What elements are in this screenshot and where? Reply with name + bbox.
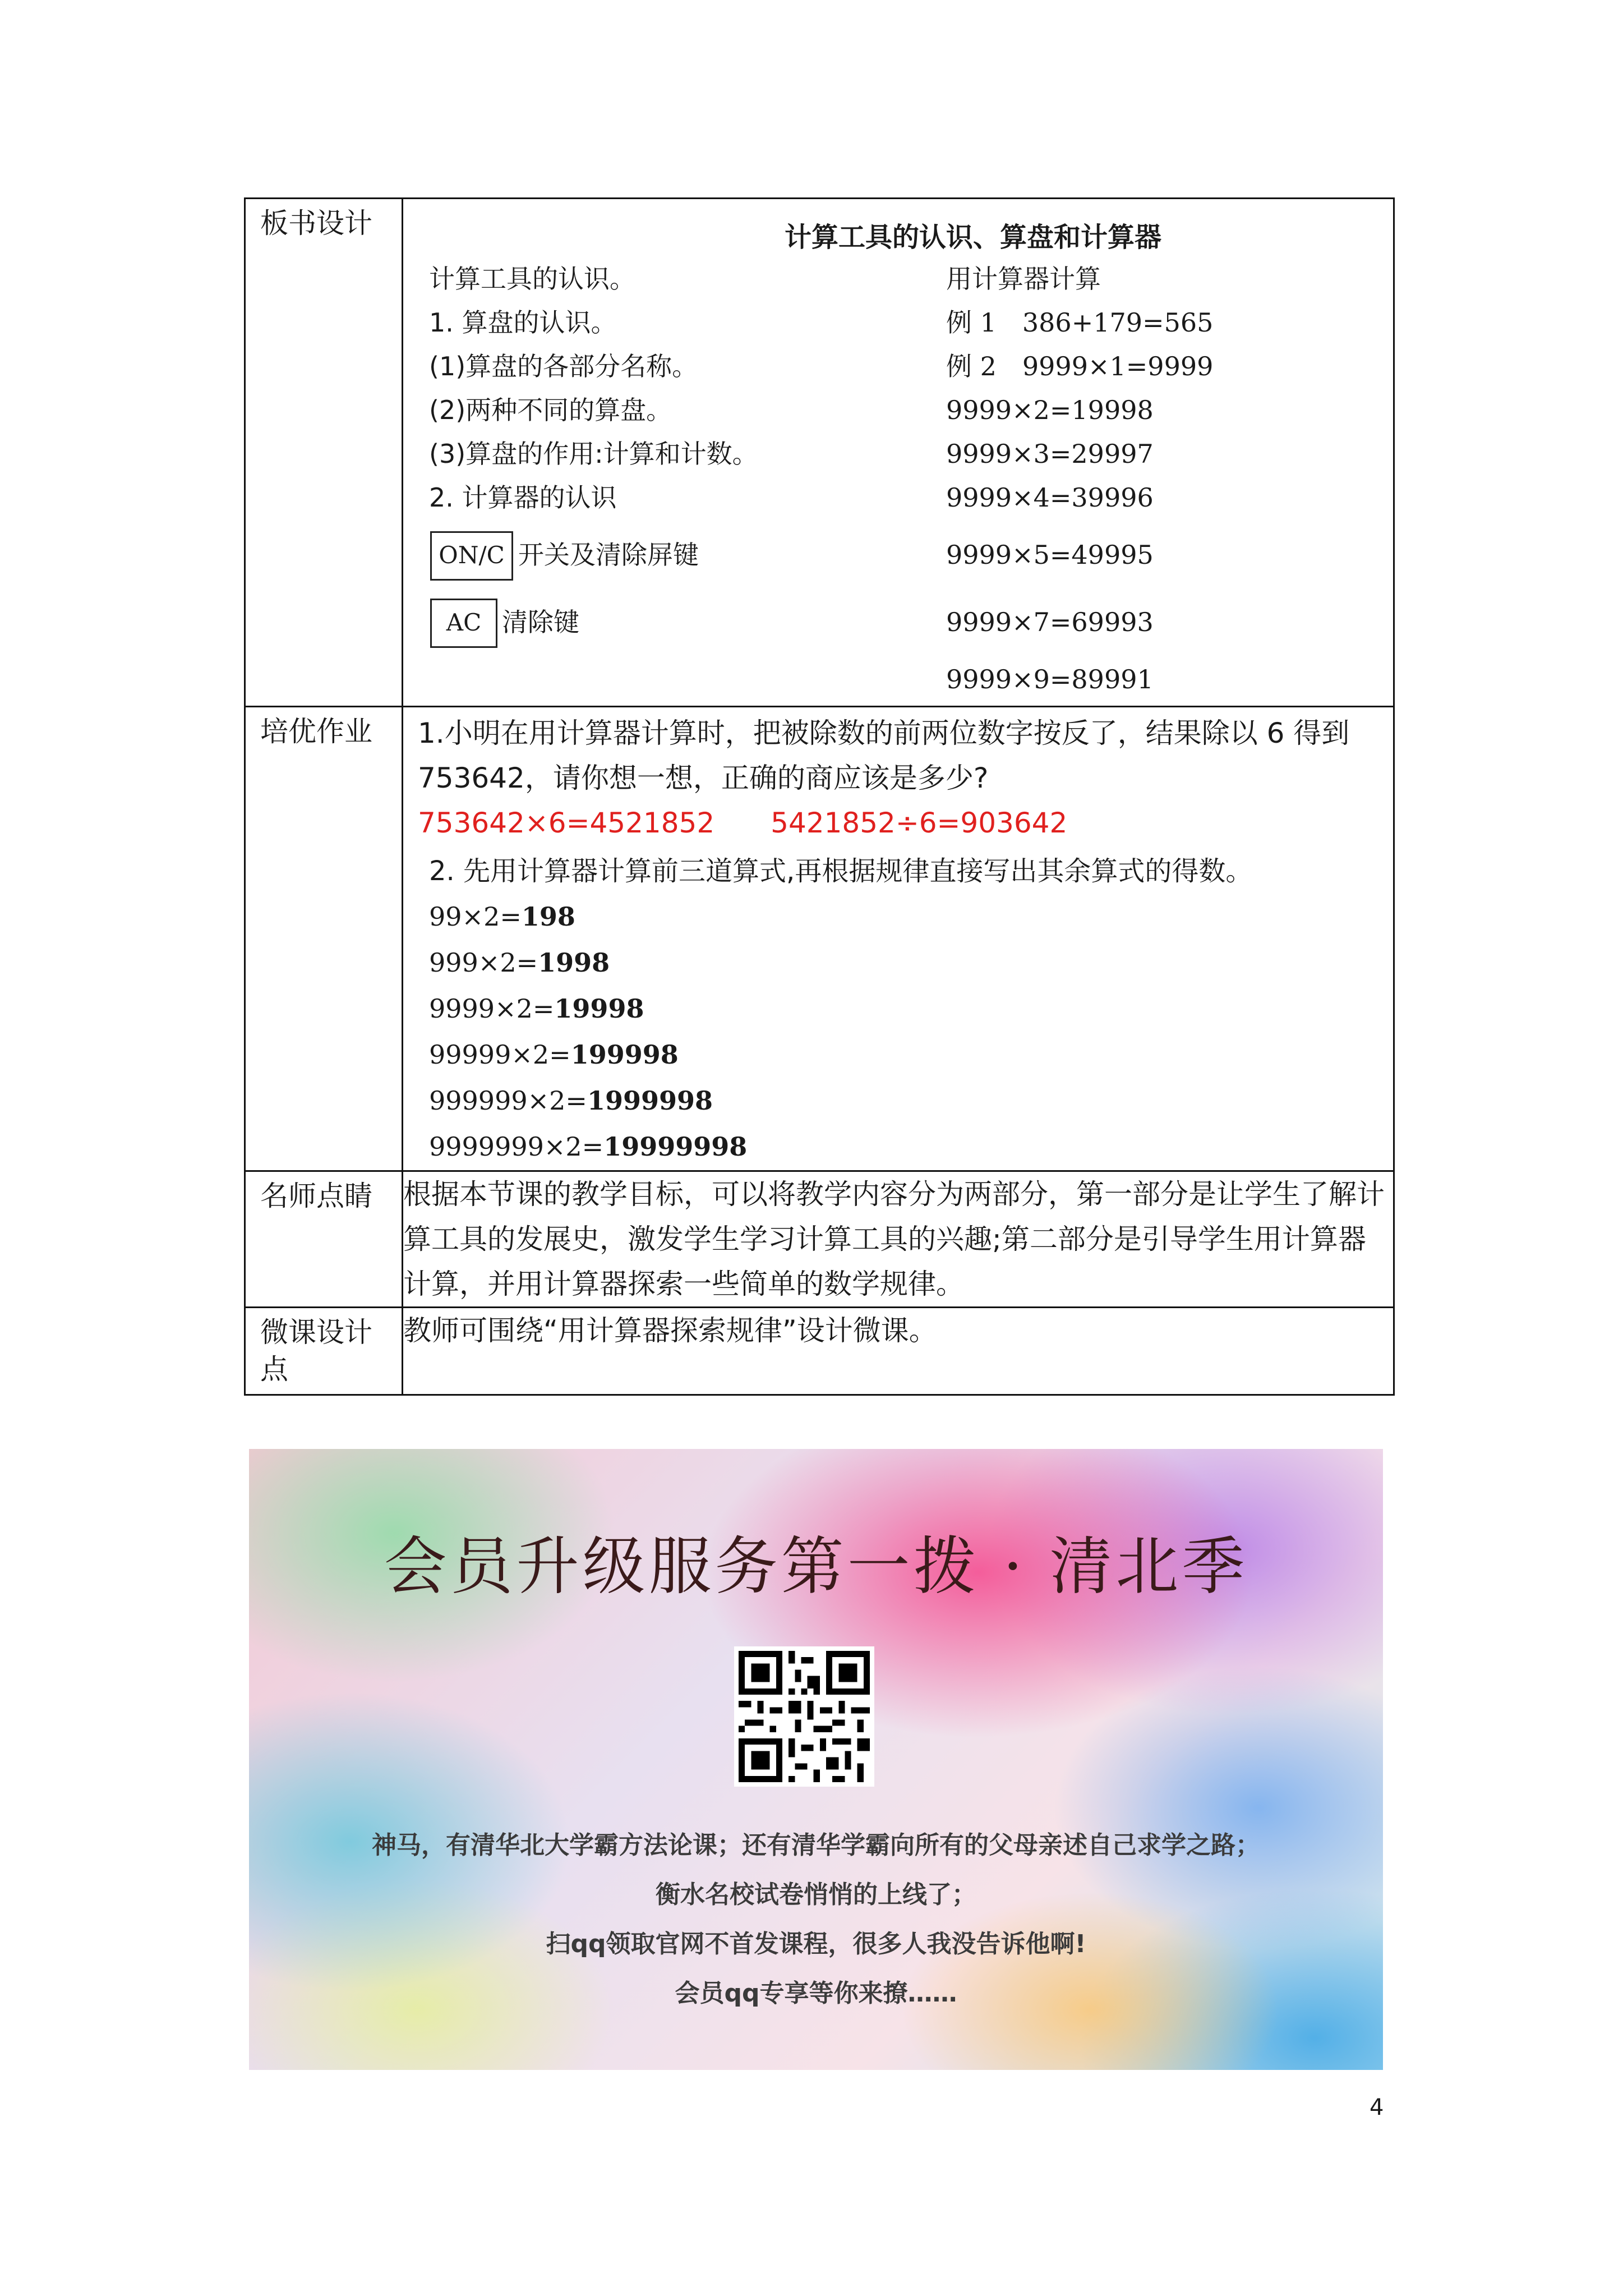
equation-row: 9999×2=19998 [429,993,644,1024]
key-on-c-desc: 开关及清除屏键 [518,540,699,570]
row-label-homework: 培优作业 [245,707,403,1171]
equation-row: 99×2=198 [429,901,575,932]
board-left-line-4: (2)两种不同的算盘。 [429,395,672,425]
page-number: 4 [1370,2095,1384,2120]
equation-row: 99999×2=199998 [429,1039,679,1070]
equation-row: 999999×2=1999998 [429,1085,713,1116]
board-right-line-8: 9999×9=89991 [946,664,1154,694]
banner-line-2: 衡水名校试卷悄悄的上线了； [656,1880,976,1909]
homework-question-2: 2. 先用计算器计算前三道算式,再根据规律直接写出其余算式的得数。 [429,855,1253,887]
row-label-board-design: 板书设计 [245,199,403,707]
equation-row: 9999999×2=19999998 [429,1131,748,1162]
homework-question-1: 1.小明在用计算器计算时，把被除数的前两位数字按反了，结果除以 6 得到 753642，请你想一想，正确的商应该是多少? [418,717,1350,794]
board-design-cell [403,199,1394,707]
board-left-line-5: (3)算盘的作用:计算和计数。 [429,439,758,469]
board-right-line-6: 9999×5=49995 [946,540,1154,570]
board-right-line-3: 9999×2=19998 [946,395,1154,425]
key-ac-desc: 清除键 [502,607,579,637]
board-title: 计算工具的认识、算盘和计算器 [785,222,1162,253]
promo-banner[interactable] [249,1449,1383,2070]
board-right-title: 用计算器计算 [946,264,1101,294]
board-right-line-2: 例 2 9999×1=9999 [946,351,1214,381]
equation-row: 999×2=1998 [429,947,610,978]
board-left-line-3: (1)算盘的各部分名称。 [429,351,698,381]
homework-answer: 753642×6=4521852 5421852÷6=903642 [418,807,1068,839]
banner-title: 会员升级服务第一拨 · 清北季 [384,1530,1248,1603]
key-on-c: ON/C [430,531,513,581]
teacher-tips-text: 根据本节课的教学目标，可以将教学内容分为两部分，第一部分是让学生了解计算工具的发展史，激发学生学习计算工具的兴趣;第二部分是引导学生用计算器计算，并用计算器探索一些简单的数学规律。 [403,1171,1394,1308]
micro-lesson-text: 教师可围绕“用计算器探索规律”设计微课。 [403,1308,1394,1395]
board-left-line-6: 2. 计算器的认识 [429,482,617,513]
board-right-line-5: 9999×4=39996 [946,482,1154,513]
key-ac: AC [430,599,497,648]
board-right-line-1: 例 1 386+179=565 [946,307,1214,338]
board-right-line-4: 9999×3=29997 [946,439,1154,469]
homework-cell [403,707,1394,1171]
row-label-teacher-tips: 名师点睛 [245,1171,403,1308]
row-label-micro-lesson: 微课设计点 [245,1308,403,1395]
banner-line-3: 扫qq领取官网不首发课程，很多人我没告诉他啊! [546,1930,1086,1958]
board-right-line-7: 9999×7=69993 [946,607,1154,637]
banner-line-4: 会员qq专享等你来撩…… [675,1979,957,2008]
board-left-line-2: 1. 算盘的认识。 [429,307,617,338]
qr-code-icon[interactable] [734,1646,874,1787]
board-left-line-1: 计算工具的认识。 [429,264,635,294]
banner-line-1: 神马，有清华北大学霸方法论课；还有清华学霸向所有的父母亲述自己求学之路； [372,1831,1260,1860]
lesson-table [244,197,1395,1396]
equation-list [403,894,1393,1170]
